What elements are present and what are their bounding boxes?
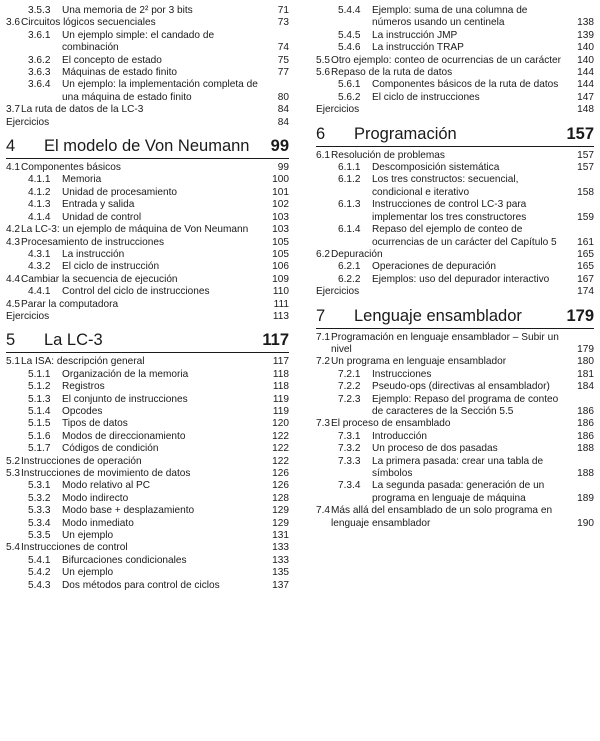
entry-number: 7.1 (316, 331, 331, 343)
entry-title: Unidad de procesamiento (62, 186, 178, 198)
entry-number: 7.2 (316, 356, 331, 368)
toc-section-entry (316, 150, 594, 162)
entry-number: 3.6 (6, 17, 21, 29)
entry-page: 147 (577, 91, 594, 103)
entry-title: Modo indirecto (62, 492, 129, 504)
entry-page: 126 (272, 480, 289, 492)
chapter-title: El modelo de Von Neumann (44, 137, 250, 156)
entry-page: 120 (272, 418, 289, 430)
entry-title: Modo inmediato (62, 517, 134, 529)
entry-title: Un proceso de dos pasadas (372, 443, 498, 455)
entry-number: 6.2.2 (338, 273, 361, 285)
entry-page: 165 (577, 261, 594, 273)
entry-page: 71 (277, 5, 289, 16)
entry-number: 5.1.7 (28, 443, 51, 455)
toc-section-entry (6, 356, 289, 368)
toc-subsection-entry (6, 431, 289, 443)
entry-page: 129 (272, 517, 289, 529)
entry-page: 126 (272, 468, 289, 479)
chapter-title: La LC-3 (44, 331, 103, 350)
entry-number: 5.3.4 (28, 517, 51, 529)
entry-title: Pseudo-ops (directivas al ensamblador) (372, 381, 550, 393)
chapter-number: 4 (6, 137, 16, 156)
entry-title: Resolución de problemas (331, 149, 445, 161)
toc-subsection-entry (6, 567, 289, 579)
toc-subsection-entry (6, 67, 289, 79)
chapter-heading (6, 331, 289, 353)
entry-number: 5.6 (316, 67, 331, 79)
toc-subsection-entry (316, 224, 594, 249)
entry-page: 80 (277, 91, 289, 103)
toc-subsection-entry (6, 505, 289, 517)
toc-subsection-entry (6, 187, 289, 199)
toc-subsection-entry (6, 212, 289, 224)
entry-page: 129 (272, 505, 289, 517)
chapter-number: 5 (6, 331, 16, 350)
chapter-heading (316, 125, 594, 147)
entry-number: 7.3.2 (338, 443, 361, 455)
chapter-heading (6, 137, 289, 159)
toc-subsection-entry (316, 431, 594, 443)
entry-page: 157 (577, 149, 594, 161)
entry-title: La ISA: descripción general (21, 356, 145, 368)
entry-page: 179 (577, 343, 594, 355)
entry-number: 5.5 (316, 54, 331, 66)
entry-number: 5.4.4 (338, 5, 361, 16)
entry-page: 167 (577, 273, 594, 285)
toc-section-entry (6, 237, 289, 249)
entry-title: Bifurcaciones condicionales (62, 554, 187, 566)
entry-number: 4.1.4 (28, 211, 51, 223)
entry-number: 7.2.1 (338, 368, 361, 380)
entry-title: Depuración (331, 248, 383, 260)
entry-page: 181 (577, 368, 594, 380)
entry-title: La instrucción (62, 248, 125, 260)
entry-number: 4.3.2 (28, 261, 51, 273)
toc-subsection-entry (6, 443, 289, 455)
entry-title: Repaso de la ruta de datos (331, 67, 453, 79)
entry-number: 4.3.1 (28, 248, 51, 260)
entry-page: 174 (577, 286, 594, 298)
toc-subsection-entry (6, 369, 289, 381)
entry-page: 186 (577, 418, 594, 430)
entry-title: Descomposición sistemática (372, 162, 500, 174)
entry-title: Instrucciones (372, 368, 432, 380)
entry-title: Circuitos lógicos secuenciales (21, 17, 156, 29)
chapter-title: Lenguaje ensamblador (354, 306, 522, 325)
entry-page: 157 (577, 162, 594, 174)
entry-number: 5.3 (6, 468, 21, 479)
entry-number: 4.1.3 (28, 199, 51, 211)
entry-number: 5.3.2 (28, 492, 51, 504)
toc-subsection-entry (316, 162, 594, 174)
entry-page: 159 (577, 211, 594, 223)
entry-number: 3.6.1 (28, 29, 51, 41)
entry-title: Más allá del ensamblado de un solo programa en lenguaje ensamblador (331, 505, 553, 529)
entry-title: El proceso de ensamblado (331, 418, 451, 430)
entry-title: Memoria (62, 174, 102, 186)
toc-subsection-entry (316, 42, 594, 54)
toc-subsection-entry (6, 249, 289, 261)
entry-page: 186 (577, 405, 594, 417)
toc-subsection-entry (316, 174, 594, 199)
entry-title: Modo base + desplazamiento (62, 505, 195, 517)
entry-title: El ciclo de instrucción (62, 261, 160, 273)
toc-exercises-entry (6, 311, 289, 323)
toc-subsection-entry (6, 493, 289, 505)
entry-number: 4.1.2 (28, 186, 51, 198)
entry-page: 77 (277, 67, 289, 79)
entry-page: 99 (277, 162, 289, 174)
entry-number: 3.6.3 (28, 67, 51, 79)
entry-number: 7.3.3 (338, 455, 361, 467)
entry-page: 133 (272, 542, 289, 554)
toc-subsection-entry (6, 55, 289, 67)
toc-subsection-entry (6, 261, 289, 273)
entry-page: 144 (577, 67, 594, 79)
entry-title: Dos métodos para control de ciclos (62, 579, 220, 591)
entry-title: Instrucciones de operación (21, 455, 142, 467)
chapter-page: 117 (262, 331, 289, 350)
entry-page: 180 (577, 356, 594, 368)
toc-subsection-entry (6, 518, 289, 530)
entry-number: 5.2 (6, 455, 21, 467)
entry-number: 7.3.4 (338, 480, 361, 492)
entry-page: 105 (272, 236, 289, 248)
entry-number: 5.1.2 (28, 381, 51, 393)
entry-title: Otro ejemplo: conteo de ocurrencias de un carácter (331, 54, 562, 66)
entry-number: 6.1 (316, 149, 331, 161)
entry-page: 103 (272, 211, 289, 223)
toc-subsection-entry (316, 199, 594, 224)
toc-subsection-entry (316, 443, 594, 455)
entry-title: Un ejemplo: la implementación completa de una máquina de estado finito (62, 79, 258, 103)
entry-title: Ejercicios (6, 116, 50, 128)
entry-number: 5.1 (6, 356, 21, 368)
entry-number: 5.4.3 (28, 579, 51, 591)
entry-number: 4.3 (6, 236, 21, 248)
entry-page: 118 (272, 368, 289, 380)
entry-number: 5.1.5 (28, 418, 51, 430)
toc-subsection-entry (316, 394, 594, 419)
entry-number: 5.4.6 (338, 42, 361, 54)
entry-page: 117 (272, 356, 289, 368)
entry-number: 4.1 (6, 162, 21, 174)
entry-page: 133 (272, 554, 289, 566)
entry-title: Instrucciones de movimiento de datos (21, 468, 191, 479)
entry-page: 144 (577, 79, 594, 91)
toc-subsection-entry (6, 381, 289, 393)
entry-page: 113 (272, 310, 289, 322)
entry-page: 119 (272, 405, 289, 417)
toc-section-entry (316, 67, 594, 79)
entry-title: Modo relativo al PC (62, 480, 151, 492)
entry-page: 100 (272, 174, 289, 186)
entry-number: 6.2.1 (338, 261, 361, 273)
toc-subsection-entry (6, 79, 289, 104)
entry-title: La LC-3: un ejemplo de máquina de Von Neumann (21, 224, 249, 236)
toc-section-entry (6, 104, 289, 116)
entry-title: Control del ciclo de instrucciones (62, 286, 210, 298)
entry-title: Unidad de control (62, 211, 142, 223)
toc-exercises-entry (316, 104, 594, 116)
entry-page: 122 (272, 430, 289, 442)
entry-title: La segunda pasada: generación de un programa en lenguaje de máquina (372, 480, 545, 504)
entry-page: 111 (273, 298, 289, 310)
entry-page: 122 (272, 443, 289, 455)
entry-page: 122 (272, 455, 289, 467)
toc-subsection-entry (6, 5, 289, 17)
entry-number: 7.2.2 (338, 381, 361, 393)
entry-title: Ejercicios (6, 310, 50, 322)
entry-number: 5.1.1 (28, 368, 51, 380)
entry-page: 158 (577, 186, 594, 198)
toc-subsection-entry (6, 174, 289, 186)
entry-page: 73 (277, 17, 289, 29)
entry-page: 188 (577, 443, 594, 455)
entry-title: Cambiar la secuencia de ejecución (21, 273, 178, 285)
entry-title: Códigos de condición (62, 443, 159, 455)
entry-title: La instrucción TRAP (372, 42, 464, 54)
entry-title: Una memoria de 2² por 3 bits (62, 5, 193, 16)
entry-title: Tipos de datos (62, 418, 128, 430)
toc-subsection-entry (6, 406, 289, 418)
entry-number: 5.3.1 (28, 480, 51, 492)
entry-title: Procesamiento de instrucciones (21, 236, 165, 248)
toc-exercises-entry (6, 117, 289, 129)
entry-title: Operaciones de depuración (372, 261, 497, 273)
entry-number: 5.6.2 (338, 91, 361, 103)
entry-page: 190 (577, 517, 594, 529)
entry-title: El ciclo de instrucciones (372, 91, 480, 103)
entry-number: 5.1.6 (28, 430, 51, 442)
chapter-page: 99 (270, 137, 289, 156)
entry-number: 7.3.1 (338, 430, 361, 442)
entry-page: 109 (272, 273, 289, 285)
entry-page: 84 (277, 104, 289, 116)
entry-title: Instrucciones de control LC-3 para implementar los tres constructores (372, 199, 527, 223)
toc-subsection-entry (6, 530, 289, 542)
entry-number: 5.4 (6, 542, 21, 554)
toc-subsection-entry (316, 480, 594, 505)
toc-section-entry (316, 249, 594, 261)
toc-subsection-entry (6, 580, 289, 592)
toc-section-entry (316, 356, 594, 368)
entry-page: 128 (272, 492, 289, 504)
toc-section-entry (6, 162, 289, 174)
entry-number: 7.3 (316, 418, 331, 430)
entry-page: 186 (577, 430, 594, 442)
entry-number: 5.3.5 (28, 530, 51, 542)
entry-number: 6.1.4 (338, 224, 361, 236)
entry-title: Un ejemplo simple: el candado de combinación (62, 29, 215, 54)
entry-number: 6.1.3 (338, 199, 361, 211)
toc-subsection-entry (6, 480, 289, 492)
entry-number: 5.4.2 (28, 567, 51, 579)
entry-number: 5.4.1 (28, 554, 51, 566)
entry-title: Los tres constructos: secuencial, condicional e iterativo (372, 174, 519, 198)
toc-section-entry (6, 17, 289, 29)
entry-number: 5.1.3 (28, 393, 51, 405)
entry-number: 6.1.1 (338, 162, 361, 174)
entry-number: 5.4.5 (338, 29, 361, 41)
entry-title: La instrucción JMP (372, 29, 458, 41)
chapter-number: 7 (316, 306, 326, 325)
entry-title: Ejercicios (316, 104, 360, 116)
entry-title: Modos de direccionamiento (62, 430, 186, 442)
entry-title: Ejemplos: uso del depurador interactivo (372, 273, 550, 285)
entry-title: El conjunto de instrucciones (62, 393, 188, 405)
entry-title: El concepto de estado (62, 54, 162, 66)
toc-section-entry (6, 224, 289, 236)
entry-number: 4.1.1 (28, 174, 51, 186)
entry-title: Programación en lenguaje ensamblador – Subir un nivel (331, 331, 559, 355)
entry-page: 105 (272, 248, 289, 260)
entry-title: Ejercicios (316, 286, 360, 298)
entry-number: 4.2 (6, 224, 21, 236)
entry-page: 131 (272, 530, 289, 542)
toc-subsection-entry (316, 381, 594, 393)
entry-number: 5.6.1 (338, 79, 361, 91)
entry-page: 119 (272, 393, 289, 405)
entry-number: 3.6.4 (28, 79, 51, 91)
entry-title: Componentes básicos (21, 162, 121, 174)
entry-title: Instrucciones de control (21, 542, 128, 554)
entry-page: 139 (577, 29, 594, 41)
entry-number: 3.6.2 (28, 54, 51, 66)
entry-page: 138 (577, 17, 594, 29)
toc-section-entry (6, 299, 289, 311)
toc-subsection-entry (6, 418, 289, 430)
entry-title: Parar la computadora (21, 298, 119, 310)
entry-title: Entrada y salida (62, 199, 135, 211)
entry-page: 101 (272, 186, 289, 198)
toc-subsection-entry (6, 30, 289, 55)
chapter-heading (316, 307, 594, 329)
entry-title: Ejemplo: suma de una columna de números usando un centinela (372, 5, 528, 29)
entry-page: 75 (277, 54, 289, 66)
entry-title: Opcodes (62, 405, 103, 417)
entry-title: Repaso del ejemplo de conteo de ocurrencias de un carácter del Capítulo 5 (372, 224, 557, 248)
chapter-page: 157 (566, 124, 594, 143)
toc-subsection-entry (316, 5, 594, 30)
entry-title: Registros (62, 381, 105, 393)
toc-section-entry (6, 468, 289, 480)
chapter-number: 6 (316, 124, 326, 143)
entry-number: 4.4.1 (28, 286, 51, 298)
entry-number: 4.5 (6, 298, 21, 310)
toc-exercises-entry (316, 286, 594, 298)
entry-page: 140 (577, 42, 594, 54)
entry-page: 110 (272, 286, 289, 298)
entry-title: Un ejemplo (62, 567, 114, 579)
entry-title: Máquinas de estado finito (62, 67, 178, 79)
entry-number: 6.1.2 (338, 174, 361, 186)
toc-subsection-entry (316, 369, 594, 381)
entry-title: Un programa en lenguaje ensamblador (331, 356, 507, 368)
entry-title: La ruta de datos de la LC-3 (21, 104, 144, 116)
toc-subsection-entry (6, 555, 289, 567)
toc-section-entry (6, 274, 289, 286)
toc-section-entry (6, 456, 289, 468)
entry-title: Componentes básicos de la ruta de datos (372, 79, 559, 91)
toc-section-entry (316, 418, 594, 430)
entry-number: 6.2 (316, 248, 331, 260)
toc-subsection-entry (316, 30, 594, 42)
entry-page: 103 (272, 224, 289, 236)
toc-subsection-entry (316, 79, 594, 91)
chapter-title: Programación (354, 124, 457, 143)
toc-section-entry (316, 505, 594, 530)
entry-page: 106 (272, 261, 289, 273)
entry-title: Un ejemplo (62, 530, 114, 542)
entry-page: 148 (577, 104, 594, 116)
entry-page: 184 (577, 381, 594, 393)
toc-section-entry (6, 542, 289, 554)
entry-page: 74 (277, 42, 289, 54)
entry-number: 7.4 (316, 505, 331, 517)
toc-section-entry (316, 55, 594, 67)
entry-page: 140 (577, 54, 594, 66)
entry-page: 135 (272, 567, 289, 579)
entry-title: La primera pasada: crear una tabla de símbolos (372, 455, 544, 479)
entry-number: 3.7 (6, 104, 21, 116)
entry-number: 5.1.4 (28, 405, 51, 417)
entry-page: 188 (577, 468, 594, 479)
toc-left-column (6, 5, 289, 592)
entry-title: Ejemplo: Repaso del programa de conteo de caracteres de la Sección 5.5 (372, 393, 559, 417)
entry-number: 7.2.3 (338, 393, 361, 405)
toc-subsection-entry (316, 261, 594, 273)
entry-page: 84 (277, 116, 289, 128)
entry-page: 102 (272, 199, 289, 211)
toc-section-entry (316, 332, 594, 357)
toc-subsection-entry (316, 92, 594, 104)
entry-number: 4.4 (6, 273, 21, 285)
entry-title: Introducción (372, 430, 427, 442)
toc-subsection-entry (6, 286, 289, 298)
toc-right-column (316, 5, 594, 530)
entry-page: 165 (577, 248, 594, 260)
entry-title: Organización de la memoria (62, 368, 189, 380)
entry-page: 137 (272, 579, 289, 591)
entry-number: 3.5.3 (28, 5, 51, 16)
toc-subsection-entry (316, 456, 594, 481)
entry-page: 161 (577, 236, 594, 248)
toc-subsection-entry (6, 394, 289, 406)
entry-number: 5.3.3 (28, 505, 51, 517)
toc-subsection-entry (6, 199, 289, 211)
chapter-page: 179 (566, 306, 594, 325)
entry-page: 118 (272, 381, 289, 393)
entry-page: 189 (577, 492, 594, 504)
toc-subsection-entry (316, 274, 594, 286)
